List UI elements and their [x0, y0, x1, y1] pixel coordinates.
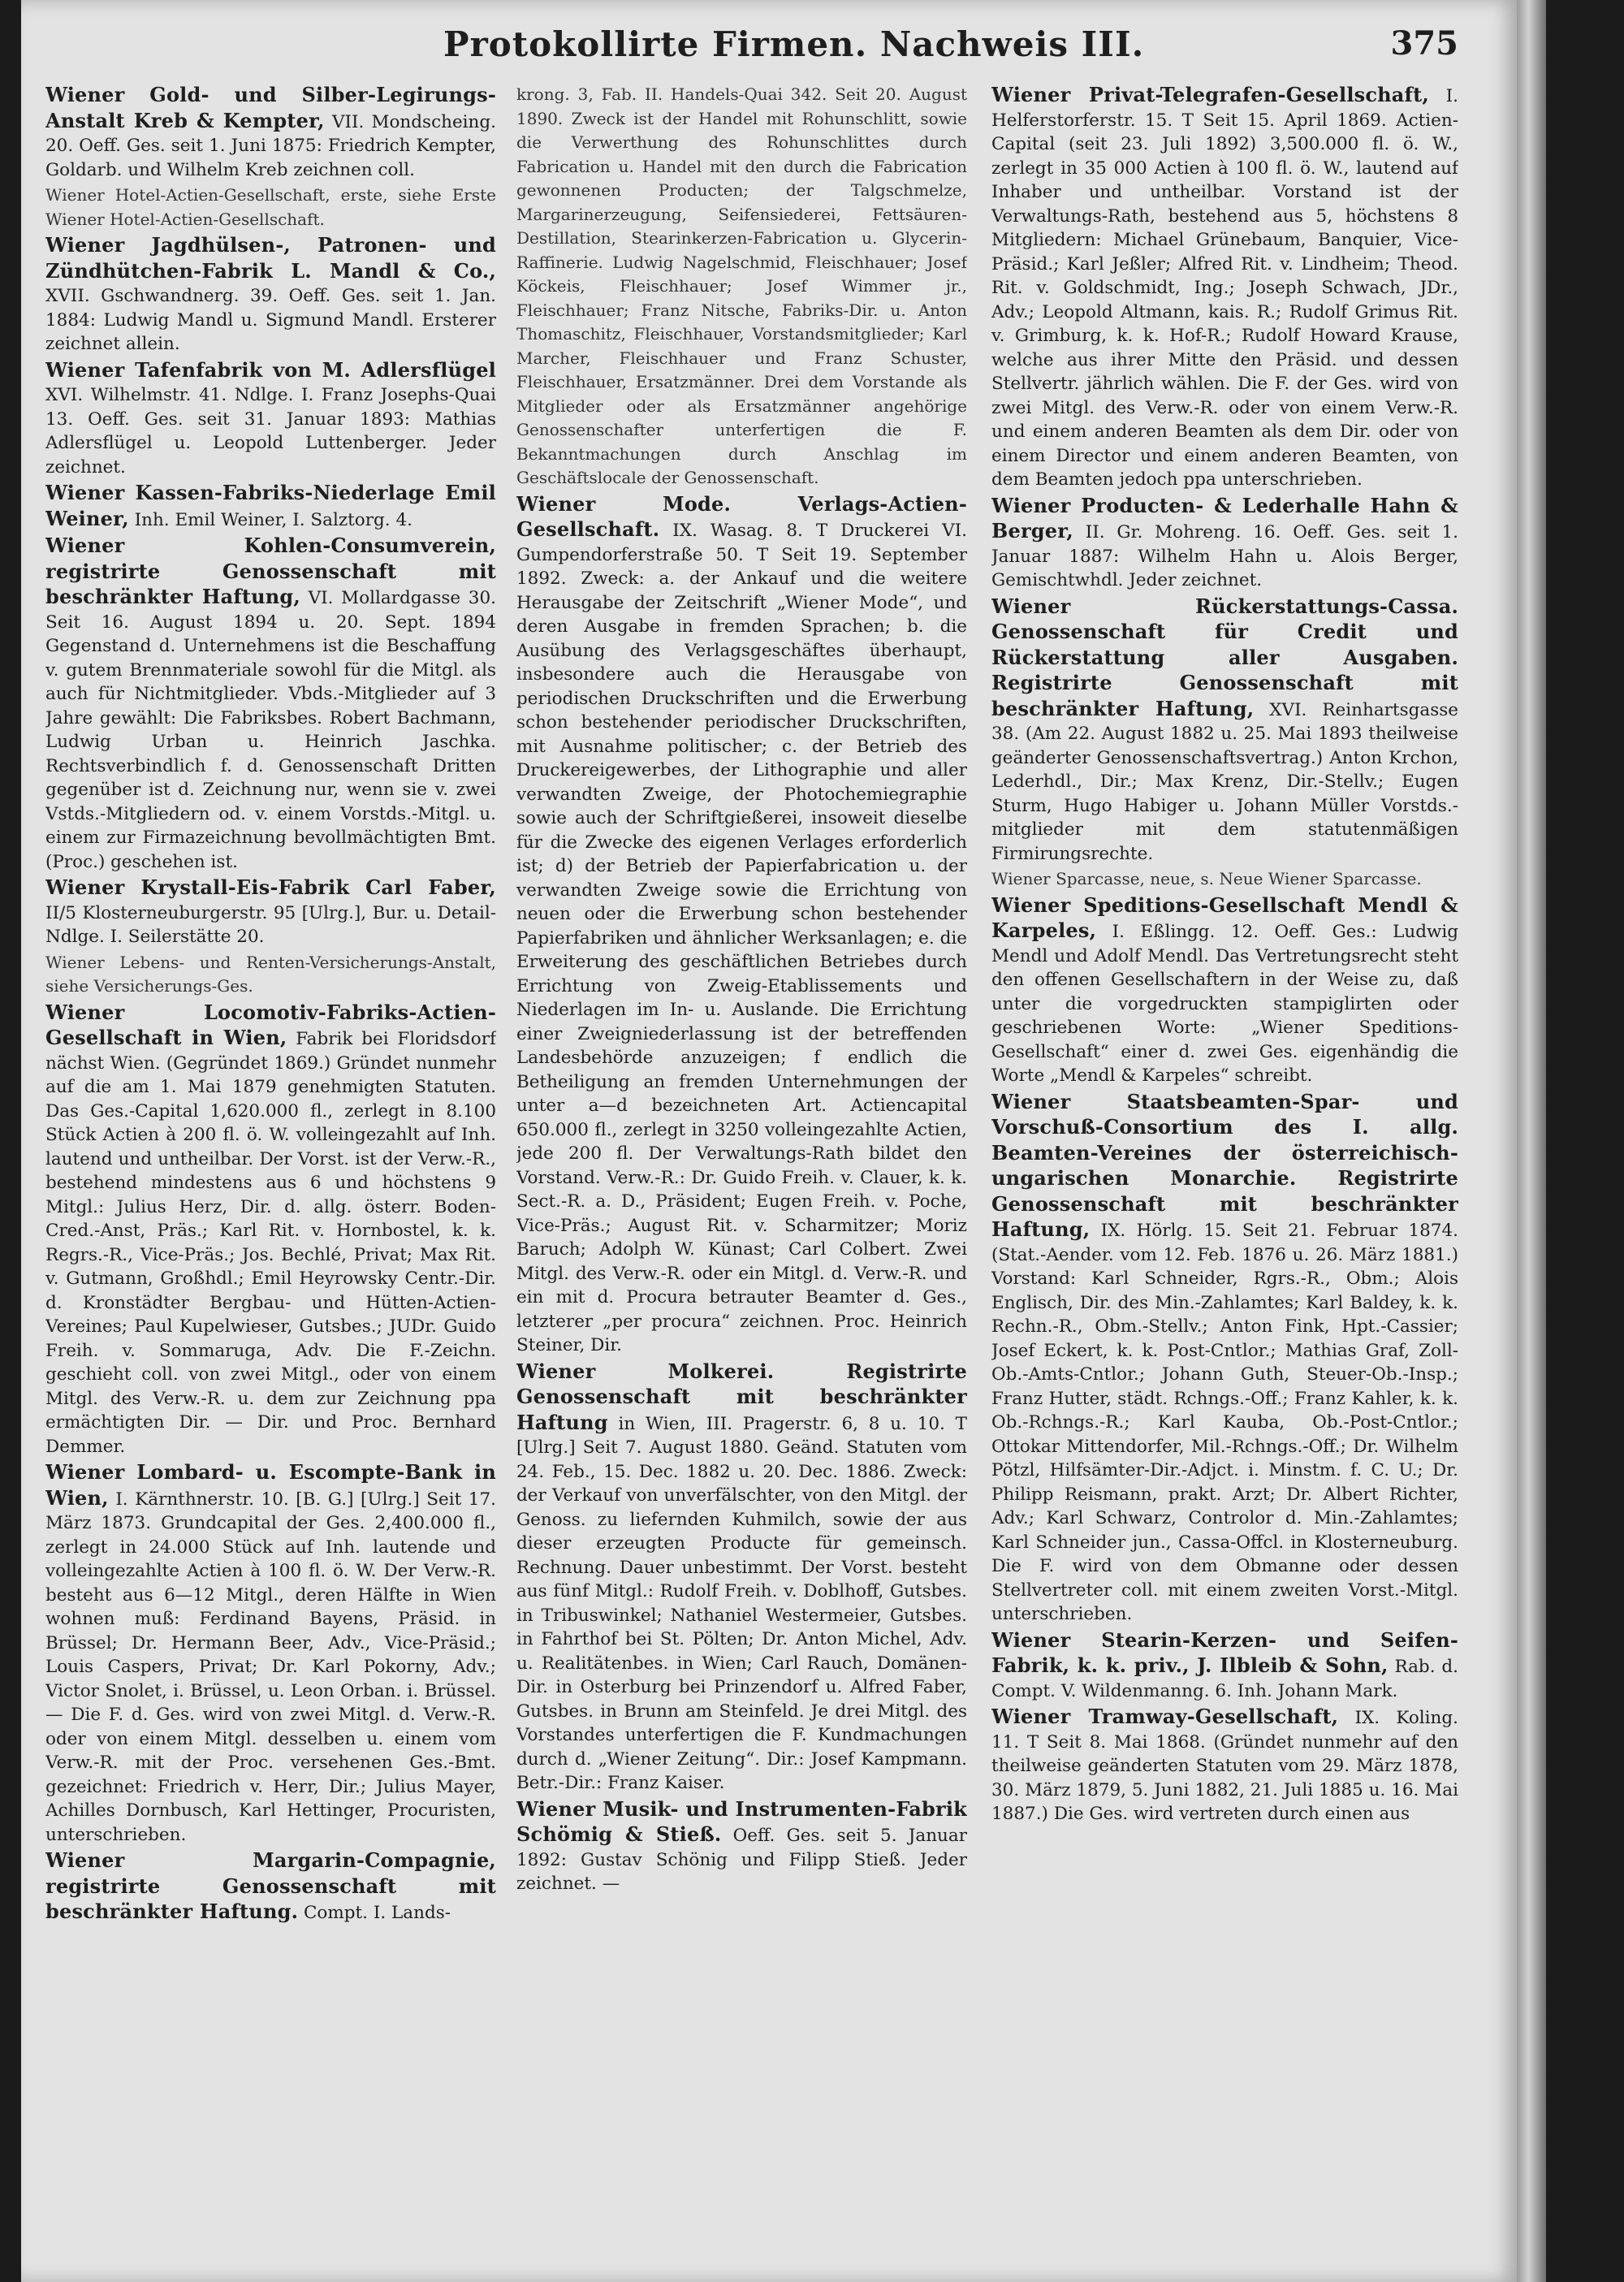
- firm-name: Wiener Speditions-Gesellschaft Mendl & Karpeles,: [991, 892, 1458, 942]
- column-right: [991, 83, 1458, 2243]
- scanned-page: [21, 0, 1517, 2282]
- firm-details: IX. Wasag. 8. T Druckerei VI. Gumpendorferstraße 50. T Seit 19. September 1892. Zweck: a. der Ankauf und die weitere Herausgabe der Zeitschrift „Wiener Mode“, und deren Ausgabe in fremden Sprachen; b. die Ausübung des Verlagsgeschäftes überhaupt, insbesondere auch die Herausgabe von periodischen Druckschriften und die Erwerbung schon bestehender periodischer Druckschriften, mit Ausnahme politischer; c. der Betrieb des Druckereigewerbes, der Lithographie und aller verwandten Zweige, der Photochemiegraphie sowie auch der Schriftgießerei, insoweit dieselbe für die Zwecke des eigenen Verlages erforderlich ist; d) der Betrieb der Papierfabrication u. der verwandten Zweige sowie die Errichtung von neuen oder die Erwerbung schon bestehender Papierfabriken und ähnlicher Werksanlagen; e. die Erweiterung des geschäftlichen Betriebes durch Errichtung von Zweig-Etablissements und Niederlagen im In- u. Auslande. Die Errichtung einer Zweigniederlassung ist der betreffenden Landesbehörde anzuzeigen; f endlich die Betheiligung an fremden Unternehmungen der unter a—d bezeichneten Art. Actiencapital 650.000 fl., zerlegt in 3250 volleingezahlte Actien, jede 200 fl. Der Verwaltungs-Rath bildet den Vorstand. Verw.-R.: Dr. Guido Freih. v. Clauer, k. k. Sect.-R. a. D., Präsident; Eugen Freih. v. Poche, Vice-Präs.; August Rit. v. Scharmitzer; Moriz Baruch; Adolph W. Künast; Carl Colbert. Zwei Mitgl. des Verw.-R. oder ein Mitgl. d. Verw.-R. und ein mit d. Procura betrauter Beamter d. Ges., letzterer „per procura“ zeichnen. Proc. Heinrich Steiner, Dir.: [516, 521, 967, 1355]
- firm-details: XVI. Wilhelmstr. 41. Ndlge. I. Franz Josephs-Quai 13. Oeff. Ges. seit 31. Januar 1893: Mathias Adlersflügel u. Leopold Luttenberger. Jeder zeichnet.: [45, 385, 496, 478]
- firm-entry: [516, 1797, 967, 1896]
- text-columns: [45, 83, 1458, 2243]
- firm-entry: [991, 1705, 1458, 1826]
- firm-details: Wiener Hotel-Actien-Gesellschaft, erste, siehe Erste Wiener Hotel-Actien-Gesellschaft.: [45, 185, 496, 229]
- firm-name: Wiener Krystall-Eis-Fabrik Carl Faber,: [45, 875, 496, 899]
- firm-details: IX. Hörlg. 15. Seit 21. Februar 1874. (Stat.-Aender. vom 12. Feb. 1876 u. 26. März 1881.) Vorstand: Karl Schneider, Rgrs.-R., Obm.; Alois Englisch, Dir. des Min.-Zahlamtes; Karl Baldey, k. k. Rechn.-R., Obm.-Stellv.; Anton Fink, Hpt.-Cassier; Josef Eckert, k. k. Post-Cntlor.; Mathias Graf, Zoll-Ob.-Amts-Cntlor.; Johann Guth, Steuer-Ob.-Insp.; Franz Hutter, städt. Rchngs.-Off.; Franz Kahler, k. k. Ob.-Rchngs.-R.; Karl Kauba, Ob.-Post-Cntlor.; Ottokar Mittendorfer, Mil.-Rchngs.-Off.; Dr. Wilhelm Pötzl, Hilfsämter-Dir.-Adjct. i. Minstm. f. C. U.; Dr. Philipp Reismann, prakt. Arzt; Dr. Albert Richter, Adv.; Karl Schwarz, Controlor d. Min.-Zahlamtes; Karl Schneider jun., Cassa-Offcl. in Klosterneuburg. Die F. wird von dem Obmanne oder dessen Stellvertreter coll. mit einem zweiten Vorst.-Mitgl. unterschrieben.: [991, 1221, 1458, 1624]
- firm-entry: [516, 492, 967, 1358]
- firm-name: Wiener Tramway-Gesellschaft,: [991, 1705, 1339, 1728]
- firm-details: krong. 3, Fab. II. Handels-Quai 342. Seit 20. August 1890. Zweck ist der Handel mit Rohunschlitt, sowie die Verwerthung des Rohunschlittes durch Fabrication u. Handel mit den durch die Fabrication gewonnenen Producten; der Talgschmelze, Margarinerzeugung, Seifensiederei, Fettsäuren-Destillation, Stearinkerzen-Fabrication u. Glycerin-Raffinerie. Ludwig Nagelschmid, Fleischhauer; Josef Köckeis, Fleischhauer; Josef Wimmer jr., Fleischhauer; Franz Nitsche, Fabriks-Dir. u. Anton Thomaschitz, Fleischhauer, Vorstandsmitglieder; Karl Marcher, Fleischhauer und Franz Schuster, Fleischhauer, Ersatzmänner. Drei dem Vorstande als Mitglieder oder als Ersatzmänner angehörige Genossenschafter unterfertigen die F. Bekanntmachungen durch Anschlag im Geschäftslocale der Genossenschaft.: [516, 84, 967, 487]
- firm-name: Wiener Kassen-Fabriks-Niederlage Emil Weiner,: [45, 481, 496, 530]
- running-title: Protokollirte Firmen. Nachweis III.: [443, 24, 1145, 64]
- firm-entry: [991, 1628, 1458, 1704]
- firm-details: Fabrik bei Floridsdorf nächst Wien. (Gegründet 1869.) Gründet nunmehr auf die am 1. Mai 1879 genehmigten Statuten. Das Ges.-Capital 1,620.000 fl., zerlegt in 8.100 Stück Actien à 200 fl. ö. W. volleingezahlt auf Inh. lautend und untheilbar. Der Vorst. ist der Verw.-R., bestehend mindestens aus 6 und höchstens 9 Mitgl.: Julius Herz, Dir. d. allg. österr. Boden-Cred.-Anst, Präs.; Karl Rit. v. Hornbostel, k. k. Regrs.-R., Vice-Präs.; Jos. Bechlé, Privat; Max Rit. v. Gutmann, Großhdl.; Emil Heyrowsky Centr.-Dir. d. Kronstädter Bergbau- und Hütten-Actien-Vereines; Paul Kupelwieser, Gutsbes.; JUDr. Guido Freih. v. Sommaruga, Adv. Die F.-Zeichn. geschieht coll. von zwei Mitgl., oder von einem Mitgl. des Verw.-R. u. dem zur Zeichnung ppa ermächtigten Dir. — Dir. und Proc. Bernhard Demmer.: [45, 1029, 496, 1457]
- firm-details: Rab. d. Compt. V. Wildenmanng. 6. Inh. Johann Mark.: [991, 1657, 1458, 1701]
- firm-entry: [516, 83, 967, 491]
- firm-details: XVI. Reinhartsgasse 38. (Am 22. August 1882 u. 25. Mai 1893 theilweise geänderter Genossenschaftsvertrag.) Anton Krchon, Lederhdl., Dir.; Max Krenz, Dir.-Stellv.; Eugen Sturm, Hugo Habiger u. Johann Müller Vorstds.-mitglieder mit dem statutenmäßigen Firmirungsrechte.: [991, 699, 1458, 864]
- firm-entry: [45, 481, 496, 532]
- firm-entry: [45, 534, 496, 874]
- page-header: [45, 19, 1458, 76]
- firm-name: Wiener Staatsbeamten-Spar- und Vorschuß-Consortium des I. allg. Beamten-Vereines der österreichisch-ungarischen Monarchie. Registrirte Genossenschaft mit beschränkter Haftung,: [991, 1089, 1458, 1241]
- firm-details: VII. Mondscheing. 20. Oeff. Ges. seit 1. Juni 1875: Friedrich Kempter, Goldarb. und Wilhelm Kreb zeichnen coll.: [45, 111, 496, 180]
- firm-entry: [45, 233, 496, 357]
- firm-name: Wiener Stearin-Kerzen- und Seifen-Fabrik, k. k. priv., J. Ilbleib & Sohn,: [991, 1627, 1458, 1677]
- page-edge: [1517, 0, 1546, 2282]
- firm-details: I. Eßlingg. 12. Oeff. Ges.: Ludwig Mendl und Adolf Mendl. Das Vertretungsrecht steht den offenen Gesellschaftern in der Weise zu, daß unter die vorgedruckten stampiglirten oder geschriebenen Worte: „Wiener Speditions-Gesellschaft“ einer d. zwei Ges. eigenhändig die Worte „Mendl & Karpeles“ schreibt.: [991, 922, 1458, 1086]
- firm-entry: [45, 358, 496, 480]
- firm-name: Wiener Tafenfabrik von M. Adlersflügel: [45, 357, 496, 382]
- firm-details: Wiener Lebens- und Renten-Versicherungs-Anstalt, siehe Versicherungs-Ges.: [45, 952, 496, 996]
- firm-details: XVII. Gschwandnerg. 39. Oeff. Ges. seit 1. Jan. 1884: Ludwig Mandl u. Sigmund Mandl. Ersterer zeichnet allein.: [45, 286, 496, 354]
- firm-entry: [991, 594, 1458, 867]
- firm-name: Wiener Rückerstattungs-Cassa. Genossenschaft für Credit und Rückerstattung aller Ausgaben. Registrirte Genossenschaft mit beschränkter Haftung,: [991, 594, 1458, 720]
- firm-details: I. Helferstorferstr. 15. T Seit 15. April 1869. Actien-Capital (seit 23. Juli 1892) 3,500.000 fl. ö. W., zerlegt in 35 000 Actien à 100 fl. ö. W., lautend auf Inhaber und untheilbar. Vorstand ist der Verwaltungs-Rath, bestehend aus 5, höchstens 8 Mitgliedern: Michael Grünebaum, Banquier, Vice-Präsid.; Karl Jeßler; Alfred Rit. v. Lindheim; Theod. Rit. v. Goldschmidt, Ing.; Joseph Schwach, JDr., Adv.; Leopold Altmann, kais. R.; Rudolf Grimus Rit. v. Grimburg, k. k. Hof-R.; Rudolf Howard Krause, welche aus ihrer Mitte den Präsid. und dessen Stellvertr. jährlich wählen. Die F. der Ges. wird von zwei Mitgl. des Verw.-R. oder von einem Verw.-R. und einem anderen Beamten als dem Dir. oder von einem Director und einem anderen Beamten, von dem Beamten jedoch ppa unterschrieben.: [991, 86, 1458, 490]
- firm-name: Wiener Kohlen-Consumverein, registrirte Genossenschaft mit beschränkter Haftung,: [45, 534, 496, 608]
- column-left: [45, 83, 496, 2243]
- firm-entry: [991, 494, 1458, 593]
- column-middle: [516, 83, 967, 2243]
- firm-entry: [45, 83, 496, 182]
- firm-name: Wiener Lombard- u. Escompte-Bank in Wien,: [45, 1460, 496, 1510]
- firm-details: II/5 Klosterneuburgerstr. 95 [Ulrg.], Bur. u. Detail-Ndlge. I. Seilerstätte 20.: [45, 902, 496, 947]
- firm-details: VI. Mollardgasse 30. Seit 16. August 1894 u. 20. Sept. 1894 Gegenstand d. Unternehmens ist die Beschaffung v. gutem Brennmateriale sowohl für die Mitgl. als auch für Nichtmitglieder. Vbds.-Mitglieder auf 3 Jahre gewählt: Die Fabriksbes. Robert Bachmann, Ludwig Urban u. Heinrich Jaschka. Rechtsverbindlich f. d. Genossenschaft Dritten gegenüber ist d. Zeichnung nur, wenn sie v. zwei Vstds.-Mitgliedern od. v. einem Vorstds.-Mitgl. u. einem zur Firmazeichnung bevollmächtigten Bmt. (Proc.) geschehen ist.: [45, 588, 496, 872]
- firm-entry: [991, 1090, 1458, 1627]
- firm-details: Compt. I. Lands-: [303, 1903, 451, 1923]
- firm-entry: [45, 184, 496, 231]
- page-number: 375: [1390, 24, 1458, 63]
- firm-name: Wiener Margarin-Compagnie, registrirte Genossenschaft mit beschränkter Haftung.: [45, 1848, 496, 1923]
- firm-details: II. Gr. Mohreng. 16. Oeff. Ges. seit 1. Januar 1887: Wilhelm Hahn u. Alois Berger, Gemischtwhdl. Jeder zeichnet.: [991, 522, 1458, 590]
- firm-entry: [991, 893, 1458, 1088]
- firm-details: Wiener Sparcasse, neue, s. Neue Wiener Sparcasse.: [991, 869, 1422, 888]
- firm-details: Oeff. Ges. seit 5. Januar 1892: Gustav Schönig und Filipp Stieß. Jeder zeichnet. —: [516, 1826, 967, 1894]
- firm-name: Wiener Producten- & Lederhalle Hahn & Berger,: [991, 493, 1458, 542]
- firm-entry: [45, 1848, 496, 1925]
- firm-name: Wiener Gold- und Silber-Legirungs-Anstalt Kreb & Kempter,: [45, 83, 496, 132]
- firm-name: Wiener Locomotiv-Fabriks-Actien-Gesellschaft in Wien,: [45, 1000, 496, 1049]
- firm-details: Inh. Emil Weiner, I. Salztorg. 4.: [134, 509, 412, 530]
- firm-entry: [991, 83, 1458, 492]
- firm-details: in Wien, III. Pragerstr. 6, 8 u. 10. T [Ulrg.] Seit 7. August 1880. Geänd. Statuten vom 24. Feb., 15. Dec. 1882 u. 20. Dec. 1886. Zweck: der Verkauf von unverfälschter, von den Mitgl. der Genoss. zu liefernden Kuhmilch, sowie der aus dieser erzeugten Producte für gemeinsch. Rechnung. Dauer unbestimmt. Der Vorst. besteht aus fünf Mitgl.: Rudolf Freih. v. Doblhoff, Gutsbes. in Tribuswinkel; Nathaniel Westermeier, Gutsbes. in Fahrthof bei St. Pölten; Dr. Anton Michel, Adv. u. Realitätenbes. in Wien; Carl Rauch, Domänen-Dir. in Osterburg bei Prinzendorf u. Alfred Faber, Gutsbes. in Brunn am Steinfeld. Je drei Mitgl. des Vorstandes unterfertigen die F. Kundmachungen durch d. „Wiener Zeitung“. Dir.: Josef Kampmann. Betr.-Dir.: Franz Kaiser.: [516, 1413, 967, 1793]
- firm-entry: [45, 875, 496, 949]
- firm-name: Wiener Mode. Verlags-Actien-Gesellschaft.: [516, 491, 967, 541]
- firm-entry: [45, 951, 496, 999]
- firm-details: I. Kärnthnerstr. 10. [B. G.] [Ulrg.] Seit 17. März 1873. Grundcapital der Ges. 2,400.000 fl., zerlegt in 24.000 Stück auf Inh. lautende und volleingezahlte Actien à 100 fl. ö. W. Der Verw.-R. besteht aus 6—12 Mitgl., deren Hälfte in Wien wohnen muß: Ferdinand Bayens, Präsid. in Brüssel; Dr. Hermann Beer, Adv., Vice-Präsid.; Louis Caspers, Privat; Dr. Karl Pokorny, Adv.; Victor Snolet, i. Brüssel, u. Leon Orban. i. Brüssel. — Die F. d. Ges. wird von zwei Mitgl. d. Verw.-R. oder von einem Mitgl. desselben u. einem vom Verw.-R. mit der Proc. versehenen Ges.-Bmt. gezeichnet: Friedrich v. Herr, Dir.; Julius Mayer, Achilles Dornbusch, Karl Hettinger, Procuristen, unterschrieben.: [45, 1489, 496, 1845]
- firm-entry: [45, 1460, 496, 1847]
- firm-details: IX. Koling. 11. T Seit 8. Mai 1868. (Gründet nunmehr auf den theilweise geänderten Statuten vom 29. März 1878, 30. März 1879, 5. Juni 1882, 21. Juli 1885 u. 16. Mai 1887.) Die Ges. wird vertreten durch einen aus: [991, 1708, 1458, 1824]
- firm-entry: [991, 867, 1458, 892]
- firm-name: Wiener Jagdhülsen-, Patronen- und Zündhütchen-Fabrik L. Mandl & Co.,: [45, 233, 496, 283]
- firm-name: Wiener Privat-Telegrafen-Gesellschaft,: [991, 83, 1429, 106]
- firm-entry: [516, 1359, 967, 1796]
- firm-name: Wiener Molkerei. Registrirte Genossenschaft mit beschränkter Haftung: [516, 1359, 967, 1434]
- firm-entry: [45, 1001, 496, 1459]
- firm-name: Wiener Musik- und Instrumenten-Fabrik Schömig & Stieß.: [516, 1796, 967, 1846]
